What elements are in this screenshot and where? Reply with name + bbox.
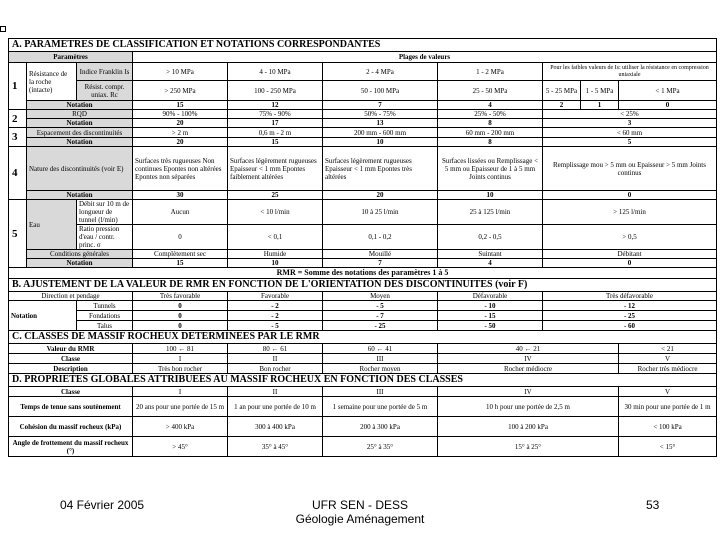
discontinuity-nature: Surfaces lissées ou Remplissage < 5 mm ou Epaisseur de 1 à 5 mm Joints continus bbox=[438, 147, 543, 191]
rock-class: I bbox=[133, 387, 228, 397]
water-debit: 25 à 125 l/min bbox=[438, 200, 543, 225]
footer-organization bbox=[0, 498, 720, 526]
param-4-number: 4 bbox=[9, 147, 27, 200]
param-1-sub-is: Indice Franklin Is bbox=[77, 63, 133, 81]
section-d-title: D. PROPRIETES GLOBALES ATTRIBUEES AU MASSIF ROCHEUX EN FONCTION DES CLASSES bbox=[9, 374, 717, 387]
property-value: 300 à 400 kPa bbox=[228, 417, 323, 437]
water-ratio: > 0,5 bbox=[543, 225, 717, 250]
rock-description: Bon rocher bbox=[228, 364, 323, 374]
water-condition: Mouillé bbox=[323, 250, 438, 259]
notation-value: 10 bbox=[228, 259, 323, 268]
footer-date: 04 Février 2005 bbox=[60, 498, 145, 512]
notation-value: 3 bbox=[543, 119, 717, 128]
rc-value: 50 - 100 MPa bbox=[323, 81, 438, 101]
notation-value: 15 bbox=[133, 259, 228, 268]
section-c-title: C. CLASSES DE MASSIF ROCHEUX DETERMINEES PAR LE RMR bbox=[9, 331, 717, 344]
rc-value: 100 - 250 MPa bbox=[228, 81, 323, 101]
property-value: 1 an pour une portée de 10 m bbox=[228, 397, 323, 417]
property-value: 100 à 200 kPa bbox=[438, 417, 619, 437]
notation-value: 12 bbox=[228, 101, 323, 110]
rock-class: III bbox=[323, 354, 438, 364]
adjust-row-label: Fondations bbox=[77, 311, 133, 321]
rmr-table bbox=[8, 38, 717, 457]
adjust-row-label: Talus bbox=[77, 321, 133, 331]
page-number: 53 bbox=[646, 498, 660, 512]
header-plages-valeurs: Plages de valeurs bbox=[133, 52, 717, 63]
param-3-number: 3 bbox=[9, 128, 27, 147]
property-value: 25° à 35° bbox=[323, 437, 438, 457]
is-value: 1 - 2 MPa bbox=[438, 63, 543, 81]
orientation-col: Très favorable bbox=[133, 292, 228, 301]
notation-value: 7 bbox=[323, 101, 438, 110]
rc-value: > 250 MPa bbox=[133, 81, 228, 101]
rock-class: III bbox=[323, 387, 438, 397]
param-5-sub-debit: Débit sur 10 m de longueur de tunnel (l/min) bbox=[77, 200, 133, 225]
rmr-classification-sheet bbox=[8, 38, 716, 457]
water-ratio: < 0,1 bbox=[228, 225, 323, 250]
notation-value: 5 bbox=[543, 138, 717, 147]
spacing-value: 60 mm - 200 mm bbox=[438, 128, 543, 138]
rqd-value: 50% - 75% bbox=[323, 110, 438, 119]
notation-value: 0 bbox=[619, 101, 717, 110]
is-value: 4 - 10 MPa bbox=[228, 63, 323, 81]
water-ratio: 0,1 - 0,2 bbox=[323, 225, 438, 250]
is-note: Pour les faibles valeurs de Is: utiliser la résistance en compression uniaxiale bbox=[543, 63, 717, 81]
class-label: Classe bbox=[9, 387, 133, 397]
adjust-value: - 7 bbox=[323, 311, 438, 321]
orientation-col: Très défavorable bbox=[543, 292, 717, 301]
adjust-value: 0 bbox=[133, 311, 228, 321]
spacing-value: 0,6 m - 2 m bbox=[228, 128, 323, 138]
rqd-value: 25% - 50% bbox=[438, 110, 543, 119]
notation-value: 4 bbox=[438, 101, 543, 110]
header-direction-pendage: Direction et pendage bbox=[9, 292, 133, 301]
notation-value: 10 bbox=[438, 191, 543, 200]
property-value: > 400 kPa bbox=[133, 417, 228, 437]
rock-class: IV bbox=[438, 354, 619, 364]
notation-value: 1 bbox=[581, 101, 619, 110]
rc-value: < 1 MPa bbox=[619, 81, 717, 101]
adjust-value: - 50 bbox=[438, 321, 543, 331]
property-value: 200 à 300 kPa bbox=[323, 417, 438, 437]
adjust-value: - 2 bbox=[228, 301, 323, 311]
param-4-label: Nature des discontinuités (voir E) bbox=[27, 147, 133, 191]
notation-label: Notation bbox=[27, 101, 133, 110]
param-1-sub-rc: Résist. compr. uniax. Rc bbox=[77, 81, 133, 101]
spacing-value: > 2 m bbox=[133, 128, 228, 138]
water-debit: 10 à 25 l/min bbox=[323, 200, 438, 225]
adjust-value: 0 bbox=[133, 321, 228, 331]
discontinuity-nature: Remplissage mou > 5 mm ou Epaisseur > 5 mm Joints continus bbox=[543, 147, 717, 191]
rock-class: V bbox=[619, 354, 717, 364]
adjust-value: - 25 bbox=[323, 321, 438, 331]
notation-value: 17 bbox=[228, 119, 323, 128]
rc-value: 25 - 50 MPa bbox=[438, 81, 543, 101]
discontinuity-nature: Surfaces très rugueuses Non continues Epontes non altérées Epontes non séparées bbox=[133, 147, 228, 191]
footer-org-line-1: UFR SEN - DESS bbox=[311, 498, 408, 512]
adjust-value: - 2 bbox=[228, 311, 323, 321]
rmr-value-label: Valeur du RMR bbox=[9, 344, 133, 354]
rmr-range: 100 ← 81 bbox=[133, 344, 228, 354]
rock-class: II bbox=[228, 354, 323, 364]
notation-value: 8 bbox=[438, 119, 543, 128]
property-value: 35° à 45° bbox=[228, 437, 323, 457]
property-value: < 100 kPa bbox=[619, 417, 717, 437]
adjust-row-label: Tunnels bbox=[77, 301, 133, 311]
adjust-value: - 10 bbox=[438, 301, 543, 311]
orientation-col: Défavorable bbox=[438, 292, 543, 301]
rqd-value: 90% - 100% bbox=[133, 110, 228, 119]
spacing-value: < 60 mm bbox=[543, 128, 717, 138]
section-b-title: B. AJUSTEMENT DE LA VALEUR DE RMR EN FONCTION DE L'ORIENTATION DES DISCONTINUITES (voir F) bbox=[9, 279, 717, 292]
notation-value: 0 bbox=[543, 259, 717, 268]
water-debit: < 10 l/min bbox=[228, 200, 323, 225]
notation-value: 15 bbox=[133, 101, 228, 110]
notation-value: 20 bbox=[133, 119, 228, 128]
property-value: 20 ans pour une portée de 15 m bbox=[133, 397, 228, 417]
rock-description: Rocher moyen bbox=[323, 364, 438, 374]
property-value: 1 semaine pour une portée de 5 m bbox=[323, 397, 438, 417]
adjust-value: 0 bbox=[133, 301, 228, 311]
adjust-value: - 12 bbox=[543, 301, 717, 311]
description-label: Description bbox=[9, 364, 133, 374]
water-ratio: 0,2 - 0,5 bbox=[438, 225, 543, 250]
rc-value: 5 - 25 MPa bbox=[543, 81, 581, 101]
notation-value: 30 bbox=[133, 191, 228, 200]
rmr-range: 80 ← 61 bbox=[228, 344, 323, 354]
adjust-value: - 15 bbox=[438, 311, 543, 321]
rock-description: Rocher médiocre bbox=[438, 364, 619, 374]
discontinuity-nature: Surfaces légèrement rugueuses Epaisseur < 1 mm Epontes très altérées bbox=[323, 147, 438, 191]
notation-value: 15 bbox=[228, 138, 323, 147]
is-value: > 10 MPa bbox=[133, 63, 228, 81]
water-condition: Débitant bbox=[543, 250, 717, 259]
rock-class: IV bbox=[438, 387, 619, 397]
property-value: < 15° bbox=[619, 437, 717, 457]
param-2-label: RQD bbox=[27, 110, 133, 119]
notation-label: Notation bbox=[27, 119, 133, 128]
property-value: 15° à 25° bbox=[438, 437, 619, 457]
property-value: 30 min pour une portée de 1 m bbox=[619, 397, 717, 417]
water-debit: > 125 l/min bbox=[543, 200, 717, 225]
orientation-col: Favorable bbox=[228, 292, 323, 301]
param-1-label: Résistance de la roche (intacte) bbox=[27, 63, 77, 101]
notation-value: 25 bbox=[228, 191, 323, 200]
param-1-number: 1 bbox=[9, 63, 27, 110]
property-label: Cohésion du massif rocheux (kPa) bbox=[9, 417, 133, 437]
adjust-value: - 60 bbox=[543, 321, 717, 331]
notation-value: 20 bbox=[323, 191, 438, 200]
param-5-number: 5 bbox=[9, 200, 27, 268]
is-value: 2 - 4 MPa bbox=[323, 63, 438, 81]
water-debit: Aucun bbox=[133, 200, 228, 225]
rqd-value: < 25% bbox=[543, 110, 717, 119]
notation-value: 4 bbox=[438, 259, 543, 268]
rc-value: 1 - 5 MPa bbox=[581, 81, 619, 101]
adjust-value: - 25 bbox=[543, 311, 717, 321]
property-value: 10 h pour une portée de 2,5 m bbox=[438, 397, 619, 417]
footer-org-line-2: Géologie Aménagement bbox=[295, 512, 425, 526]
rmr-range: 40 ← 21 bbox=[438, 344, 619, 354]
rqd-value: 75% - 90% bbox=[228, 110, 323, 119]
rock-class: V bbox=[619, 387, 717, 397]
page-corner-mark bbox=[0, 26, 6, 32]
notation-value: 2 bbox=[543, 101, 581, 110]
rmr-range: < 21 bbox=[619, 344, 717, 354]
rmr-sum-formula: RMR = Somme des notations des paramètres 1 à 5 bbox=[9, 268, 717, 279]
water-condition: Humide bbox=[228, 250, 323, 259]
rock-description: Très bon rocher bbox=[133, 364, 228, 374]
water-condition: Complètement sec bbox=[133, 250, 228, 259]
param-5-label: Eau bbox=[27, 200, 77, 250]
notation-value: 0 bbox=[543, 191, 717, 200]
adjust-value: - 5 bbox=[228, 321, 323, 331]
notation-label: Notation bbox=[27, 138, 133, 147]
spacing-value: 200 mm - 600 mm bbox=[323, 128, 438, 138]
notation-label: Notation bbox=[27, 191, 133, 200]
rmr-range: 60 ← 41 bbox=[323, 344, 438, 354]
section-a-title: A. PARAMETRES DE CLASSIFICATION ET NOTATIONS CORRESPONDANTES bbox=[9, 39, 717, 52]
notation-value: 20 bbox=[133, 138, 228, 147]
adjust-notation-label: Notation bbox=[9, 301, 77, 331]
notation-value: 10 bbox=[323, 138, 438, 147]
rock-description: Rocher très médiocre bbox=[619, 364, 717, 374]
water-ratio: 0 bbox=[133, 225, 228, 250]
property-label: Angle de frottement du massif rocheux (°) bbox=[9, 437, 133, 457]
notation-value: 7 bbox=[323, 259, 438, 268]
header-parametres: Paramètres bbox=[9, 52, 133, 63]
notation-label: Notation bbox=[27, 259, 133, 268]
adjust-value: - 5 bbox=[323, 301, 438, 311]
orientation-col: Moyen bbox=[323, 292, 438, 301]
rock-class: II bbox=[228, 387, 323, 397]
notation-value: 8 bbox=[438, 138, 543, 147]
discontinuity-nature: Surfaces légèrement rugueuses Epaisseur < 1 mm Epontes faiblement altérées bbox=[228, 147, 323, 191]
param-5-sub-ratio: Ratio pression d'eau / contr. princ. σ bbox=[77, 225, 133, 250]
param-5-sub-conditions: Conditions générales bbox=[27, 250, 133, 259]
param-3-label: Espacement des discontinuités bbox=[27, 128, 133, 138]
class-label: Classe bbox=[9, 354, 133, 364]
water-condition: Suintant bbox=[438, 250, 543, 259]
param-2-number: 2 bbox=[9, 110, 27, 128]
property-label: Temps de tenue sans soutènement bbox=[9, 397, 133, 417]
rock-class: I bbox=[133, 354, 228, 364]
property-value: > 45° bbox=[133, 437, 228, 457]
notation-value: 13 bbox=[323, 119, 438, 128]
